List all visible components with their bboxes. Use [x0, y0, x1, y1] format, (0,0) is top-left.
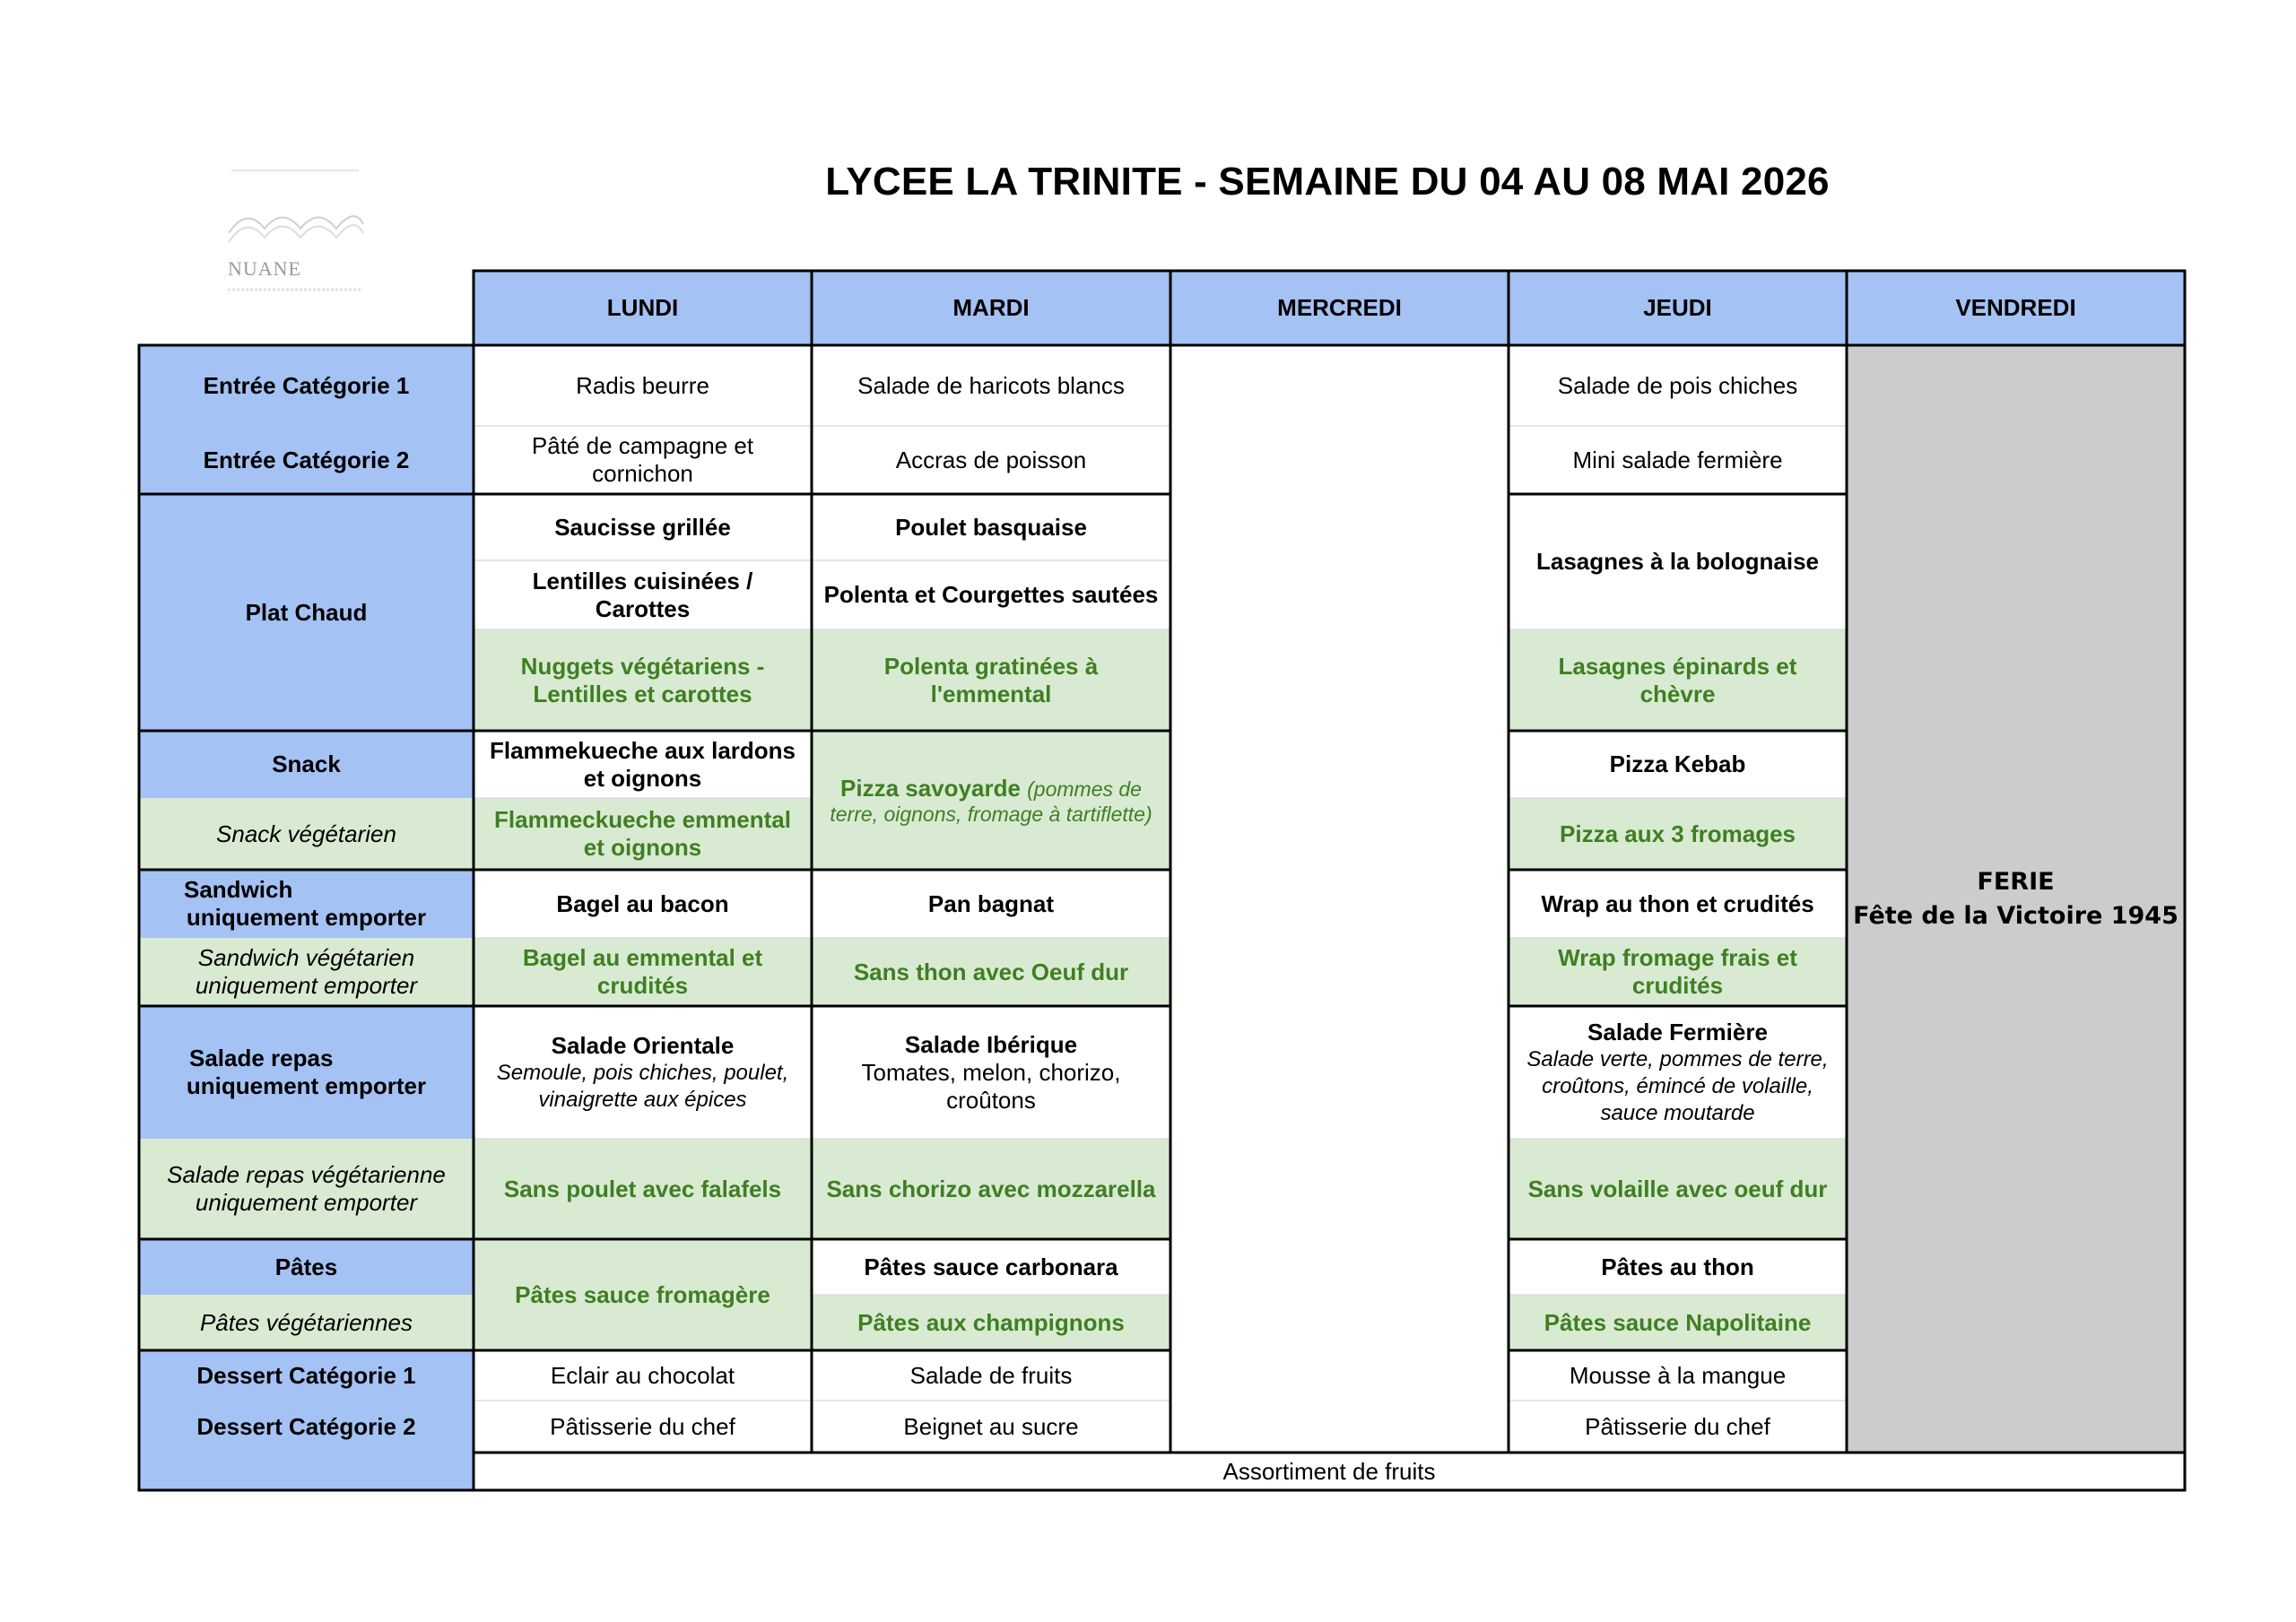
lundi-entree-2 — [474, 426, 812, 494]
category-plat-chaud: Plat Chaud — [139, 494, 474, 731]
jeudi-snack-veg: Pizza aux 3 fromages — [1509, 798, 1847, 870]
mardi-salade-veg: Sans chorizo avec mozzarella — [812, 1139, 1170, 1239]
lundi-entree-2-line2: cornichon — [592, 460, 693, 487]
lundi-sandwich-veg-line1: Bagel au emmental et — [522, 944, 763, 971]
category-sandwich-veg — [139, 938, 474, 1006]
category-pates: Pâtes — [139, 1239, 474, 1295]
category-sandwich — [139, 870, 474, 938]
lundi-snack-line2: et oignons — [583, 764, 702, 792]
jeudi-salade-desc-3: sauce moutarde — [1600, 1100, 1755, 1125]
lundi-plat-2 — [474, 560, 812, 629]
jeudi-plat-veg-line1: Lasagnes épinards et — [1558, 652, 1797, 680]
category-salade-line1: Salade repas — [189, 1045, 334, 1071]
jeudi-sandwich-veg-line1: Wrap fromage frais et — [1558, 944, 1797, 971]
category-salade — [139, 1006, 474, 1139]
mardi-plat-1: Poulet basquaise — [895, 513, 1087, 541]
mardi-snack-desc-1: (pommes de — [1027, 776, 1142, 801]
lundi-snack-veg-line2: et oignons — [583, 834, 702, 861]
footer-fruits: Assortiment de fruits — [1222, 1457, 1436, 1485]
mardi-snack — [812, 731, 1170, 870]
jeudi-salade-title: Salade Fermière — [1587, 1018, 1768, 1045]
category-salade-veg-line1: Salade repas végétarienne — [167, 1161, 446, 1188]
category-salade-line2: uniquement emporter — [186, 1072, 427, 1099]
logo-text: NUANE — [228, 257, 301, 280]
page-title: LYCEE LA TRINITE - SEMAINE DU 04 AU 08 MAI 2026 — [825, 160, 1830, 204]
mardi-dessert-1: Salade de fruits — [909, 1361, 1073, 1389]
jeudi-sandwich: Wrap au thon et crudités — [1541, 889, 1814, 917]
mardi-plat-veg — [812, 629, 1170, 731]
mardi-salade-title: Salade Ibérique — [904, 1030, 1078, 1058]
jeudi-salade-desc-1: Salade verte, pommes de terre, — [1526, 1046, 1829, 1071]
day-header-jeudi: JEUDI — [1509, 271, 1847, 345]
mercredi-empty — [1170, 345, 1509, 1453]
mardi-plat-veg-line1: Polenta gratinées à — [883, 652, 1099, 680]
mardi-plat-veg-line2: l'emmental — [930, 680, 1052, 707]
lundi-pates: Pâtes sauce fromagère — [474, 1239, 812, 1350]
lundi-salade-desc-2: vinaigrette aux épices — [538, 1087, 747, 1112]
lundi-plat-veg-line2: Lentilles et carottes — [533, 680, 752, 707]
lundi-snack-veg-line1: Flammeckueche emmental — [494, 806, 791, 833]
lundi-snack — [474, 731, 812, 798]
lundi-salade-desc-1: Semoule, pois chiches, poulet, — [496, 1060, 789, 1085]
day-header-mercredi: MERCREDI — [1170, 271, 1509, 345]
mardi-sandwich: Pan bagnat — [927, 889, 1055, 917]
lundi-sandwich: Bagel au bacon — [556, 889, 729, 917]
mardi-sandwich-veg: Sans thon avec Oeuf dur — [812, 938, 1170, 1006]
jeudi-dessert-2: Pâtisserie du chef — [1585, 1412, 1770, 1440]
category-snack-veg: Snack végétarien — [139, 798, 474, 870]
category-footer-blank — [139, 1453, 474, 1490]
holiday-label: FERIE — [1977, 867, 2055, 896]
jeudi-salade — [1509, 1006, 1847, 1139]
jeudi-entree-2: Mini salade fermière — [1572, 446, 1783, 473]
category-salade-veg-line2: uniquement emporter — [195, 1189, 418, 1216]
category-sandwich-line1: Sandwich — [184, 876, 293, 903]
lundi-dessert-2: Pâtisserie du chef — [550, 1412, 735, 1440]
category-sandwich-veg-line1: Sandwich végétarien — [197, 944, 415, 971]
mardi-snack-desc-2: terre, oignons, fromage à tartiflette) — [830, 802, 1152, 826]
jeudi-plat-veg-line2: chèvre — [1639, 680, 1716, 707]
lundi-sandwich-veg — [474, 938, 812, 1006]
mardi-pates-veg: Pâtes aux champignons — [812, 1295, 1170, 1350]
lundi-salade-title: Salade Orientale — [551, 1031, 735, 1059]
lundi-plat-veg — [474, 629, 812, 731]
mardi-snack-title: Pizza savoyarde — [840, 774, 1021, 802]
lundi-plat-1: Saucisse grillée — [554, 513, 731, 541]
jeudi-salade-desc-2: croûtons, émincé de volaille, — [1542, 1073, 1813, 1098]
jeudi-pates: Pâtes au thon — [1601, 1253, 1754, 1280]
category-dessert-1: Dessert Catégorie 1 — [139, 1350, 474, 1401]
jeudi-plat-1: Lasagnes à la bolognaise — [1536, 548, 1819, 575]
vendredi-holiday — [1847, 345, 2185, 1453]
jeudi-entree-1: Salade de pois chiches — [1557, 371, 1798, 399]
mardi-salade-desc-2: croûtons — [946, 1086, 1036, 1114]
mardi-entree-1: Salade de haricots blancs — [857, 371, 1125, 399]
mardi-pates: Pâtes sauce carbonara — [864, 1253, 1118, 1280]
day-header-lundi: LUNDI — [474, 271, 812, 345]
lundi-plat-veg-line1: Nuggets végétariens - — [520, 652, 765, 680]
day-header-mardi: MARDI — [812, 271, 1170, 345]
mardi-dessert-2: Beignet au sucre — [903, 1412, 1079, 1440]
day-header-vendredi: VENDREDI — [1847, 271, 2185, 345]
jeudi-salade-veg: Sans volaille avec oeuf dur — [1509, 1139, 1847, 1239]
lundi-plat-2-line1: Lentilles cuisinées / — [532, 567, 753, 594]
mardi-salade-desc-1: Tomates, melon, chorizo, — [861, 1058, 1121, 1086]
lundi-snack-veg — [474, 798, 812, 870]
jeudi-dessert-1: Mousse à la mangue — [1569, 1361, 1787, 1389]
lundi-snack-line1: Flammekueche aux lardons — [489, 736, 796, 764]
lundi-salade — [474, 1006, 812, 1139]
mardi-plat-2: Polenta et Courgettes sautées — [823, 581, 1159, 608]
category-salade-veg — [139, 1139, 474, 1239]
mardi-entree-2: Accras de poisson — [895, 446, 1087, 473]
lundi-dessert-1: Eclair au chocolat — [550, 1361, 735, 1389]
jeudi-plat-veg — [1509, 629, 1847, 731]
category-pates-veg: Pâtes végétariennes — [139, 1295, 474, 1350]
lundi-sandwich-veg-line2: crudités — [596, 972, 689, 999]
category-entree-1: Entrée Catégorie 1 — [139, 345, 474, 426]
jeudi-sandwich-veg-line2: crudités — [1631, 972, 1724, 999]
lundi-salade-veg: Sans poulet avec falafels — [474, 1139, 812, 1239]
jeudi-sandwich-veg — [1509, 938, 1847, 1006]
category-sandwich-veg-line2: uniquement emporter — [195, 972, 418, 999]
category-snack: Snack — [139, 731, 474, 798]
mardi-snack-line1 — [840, 775, 1142, 802]
category-sandwich-line2: uniquement emporter — [186, 904, 427, 931]
category-dessert-2: Dessert Catégorie 2 — [139, 1401, 474, 1453]
jeudi-snack: Pizza Kebab — [1609, 750, 1746, 777]
holiday-reason: Fête de la Victoire 1945 — [1853, 901, 2179, 930]
jeudi-pates-veg: Pâtes sauce Napolitaine — [1509, 1295, 1847, 1350]
lundi-plat-2-line2: Carottes — [595, 594, 691, 622]
mardi-salade — [812, 1006, 1170, 1139]
category-entree-2: Entrée Catégorie 2 — [139, 426, 474, 494]
lundi-entree-2-line1: Pâté de campagne et — [531, 432, 754, 459]
lundi-entree-1: Radis beurre — [576, 371, 709, 399]
